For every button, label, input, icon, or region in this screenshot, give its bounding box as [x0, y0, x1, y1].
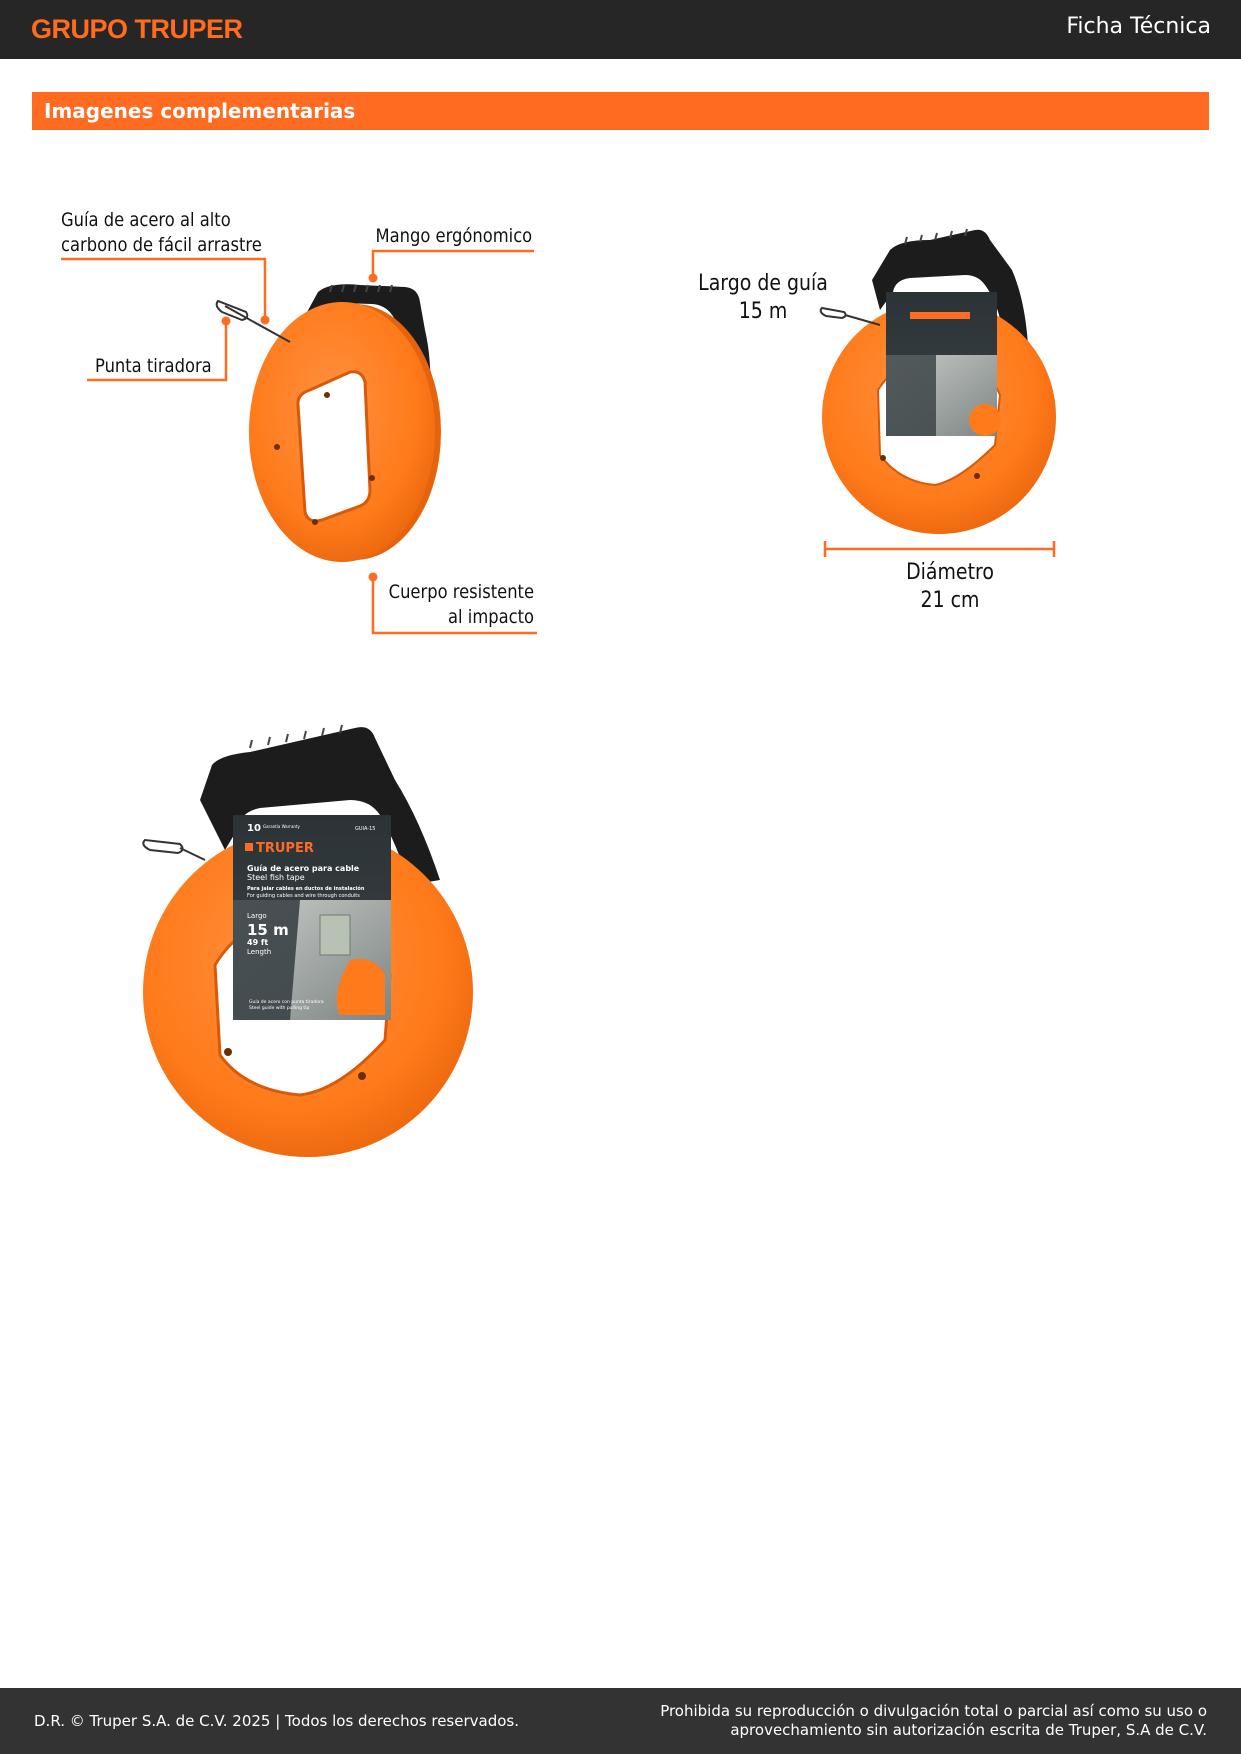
length-value: 15 m	[738, 299, 788, 324]
pkg-title-en: Steel fish tape	[247, 873, 305, 882]
guide-callout-line2: carbono de fácil arrastre	[61, 234, 262, 256]
footer-disclaimer-line2: aprovechamiento sin autorización escrita de Truper, S.A de C.V.	[730, 1721, 1207, 1739]
guide-callout	[61, 208, 262, 258]
pkg-tip-es: Guía de acero con punta tiradora	[249, 1000, 324, 1005]
pkg-length-m: 15 m	[247, 921, 289, 939]
pkg-length-label-en: Length	[247, 948, 272, 956]
pkg-count-note: Garantía Warranty	[263, 824, 300, 829]
section-title: Imagenes complementarias	[44, 99, 356, 123]
diameter-label: Diámetro	[906, 560, 994, 585]
pkg-length-ft: 49 ft	[247, 938, 269, 947]
pkg-length-label-es: Largo	[247, 912, 267, 920]
length-callout	[694, 270, 832, 326]
pkg-count: 10	[247, 823, 261, 834]
pkg-title-es: Guía de acero para cable	[247, 864, 360, 873]
pkg-code: GUIA-15	[355, 826, 376, 832]
reel-packaged-large-illustration	[143, 725, 473, 1157]
pkg-desc-en: For guiding cables and wire through conduits	[247, 893, 360, 899]
sheet-title: Ficha Técnica	[1066, 14, 1211, 39]
reel-angled-illustration	[217, 284, 441, 562]
diameter-dimension	[825, 541, 1054, 557]
footer-bar	[0, 1688, 1241, 1754]
pkg-desc-es: Para jalar cables en ductos de instalación	[247, 886, 365, 892]
length-label: Largo de guía	[698, 271, 828, 296]
handle-callout: Mango ergónomico	[375, 225, 532, 247]
reel-packaged-small-illustration	[821, 229, 1056, 534]
diameter-value: 21 cm	[920, 588, 980, 613]
tip-callout: Punta tiradora	[95, 355, 212, 377]
body-callout-line2: al impacto	[448, 606, 534, 628]
body-callout-line1: Cuerpo resistente	[388, 581, 534, 603]
body-callout	[389, 580, 534, 630]
brand-logo: GRUPO TRUPER	[31, 14, 243, 44]
footer-disclaimer-line1: Prohibida su reproducción o divulgación total o parcial así como su uso o	[660, 1702, 1207, 1720]
guide-callout-line1: Guía de acero al alto	[61, 209, 231, 231]
footer-disclaimer	[647, 1702, 1207, 1740]
handle-leader	[373, 251, 534, 276]
pkg-tip-en: Steel guide with pulling tip	[249, 1006, 310, 1011]
footer-copyright: D.R. © Truper S.A. de C.V. 2025 | Todos los derechos reservados.	[34, 1712, 519, 1730]
diameter-callout	[881, 559, 1019, 615]
pkg-brand: TRUPER	[256, 841, 314, 856]
guide-leader	[61, 259, 265, 318]
